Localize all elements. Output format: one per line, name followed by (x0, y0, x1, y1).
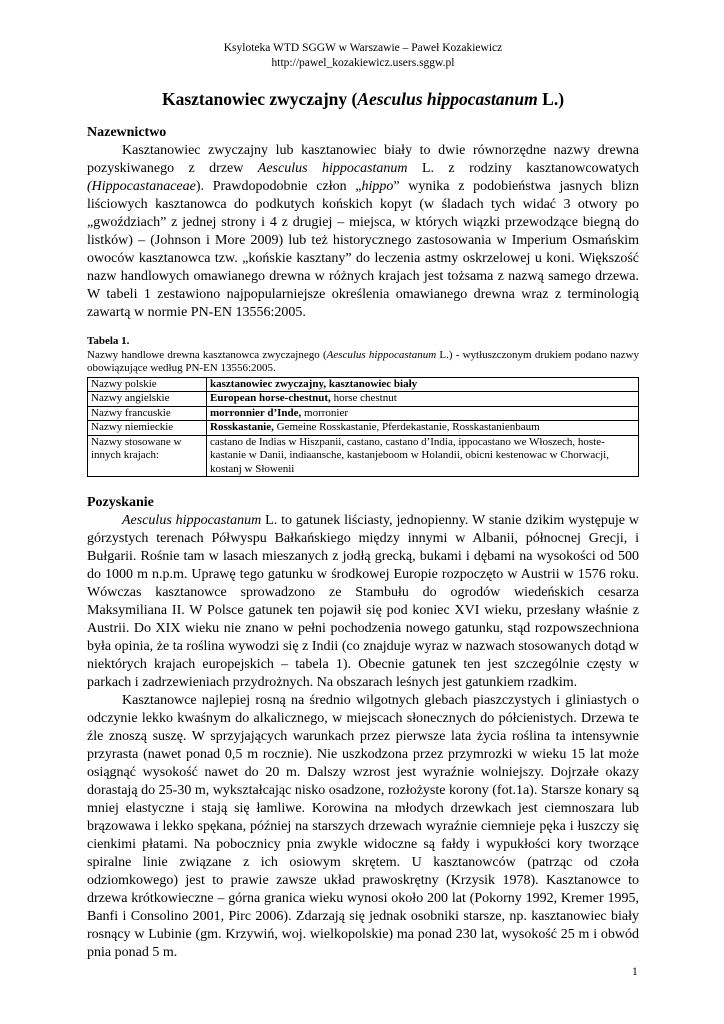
bold-run: kasztanowiec zwyczajny, kasztanowiec biały (210, 377, 418, 390)
italic-run: Aesculus hippocastanum (257, 161, 408, 176)
italic-run: Aesculus hippocastanum (326, 348, 437, 361)
document-title (87, 88, 639, 110)
table-description (87, 349, 639, 376)
table-row (88, 406, 639, 421)
title-prefix: Kasztanowiec zwyczajny ( (161, 89, 358, 109)
row-label: Nazwy niemieckie (88, 421, 207, 436)
title-latin: Aesculus hippocastanum (357, 89, 538, 109)
table-caption (87, 335, 639, 376)
table-row (88, 421, 639, 436)
section-nazewnictwo (87, 124, 639, 322)
text-run: Kasztanowiec zwyczajny lub kasztanowiec biały to dwie równorzędne nazwy drewna pozyskiwanego z drzew (87, 143, 639, 176)
italic-run: Aesculus hippocastanum (122, 513, 262, 528)
bold-run: European horse-chestnut, (210, 392, 331, 404)
row-label: Nazwy angielskie (88, 392, 207, 407)
text-run: L. to gatunek liściasty, jednopienny. W stanie dzikim występuje w górzystych terenach Półwyspu Bałkańskiego między innymi w Albanii, północnej Grecji, i Bułgarii. Rośnie tam w lasach mieszanych z jodłą grecką, bukami i dębami na wysokości od 500 do 1000 m n.p.m. Uprawę tego gatunku w środkowej Europie rozpoczęto w Austrii w 1576 roku. Wówczas kasztanowce sprowadzono ze Stambułu do ogrodów wiedeńskich cesarza Maksymiliana II. W Polsce gatunek ten pojawił się pod koniec XVI wieku, przesłany właśnie z Austrii. Do XIX wieku nie znano w pełni pochodzenia nowego gatunku, stąd rozpowszechniona była opinia, że ta roślina wywodzi się z Indii (co znajduje wyraz w nazwach stosowanych dotąd w niektórych krajach europejskich – tabela 1). Obecnie gatunek ten jest szczególnie częsty w parkach i zadrzewieniach przydrożnych. Na obszarach leśnych jest gatunkiem rzadkim. (87, 513, 639, 690)
row-value (207, 406, 639, 421)
text-run: morronier (301, 406, 348, 419)
table-row (88, 435, 639, 477)
table-row (88, 377, 639, 392)
row-label: Nazwy polskie (88, 377, 207, 392)
paragraph-pozyskanie-2: Kasztanowce najlepiej rosną na średnio wilgotnych glebach piaszczystych i gliniastych o odczynie lekko kwaśnym do alkalicznego, w miejscach słonecznych do półcienistych. Drzewa te źle znoszą suszę. W sprzyjających warunkach przez pierwsze lata życia roślina ta intensywnie przyrasta (nawet ponad 0,5 m rocznie). Nie uszkodzona przez przymrozki w wieku 15 lat może osiągnąć wysokość nawet do 20 m. Dalszy wzrost jest wyraźnie wolniejszy. Dojrzałe okazy dorastają do 25-30 m, wykształcając nisko osadzone, rozłożyste korony (fot.1a). Starsze konary są mniej elastyczne i stają się łamliwe. Korowina na młodych drzewkach jest ciemnoszara lub brązowawa i lekko spękana, później na starszych drzewach wyraźnie ciemnieje pęka i łuszczy się cienkimi płatami. Na pobocznicy pnia zwykle widoczne są fałdy i wypukłości kory tworzące spiralne linie związane z ich osiowym skrętem. U kasztanowców (patrząc od czoła odziomkowego) jest to prawie zawsze układ prawoskrętny (Krzysik 1978). Kasztanowce to drzewa krótkowieczne – górna granica wieku wynosi około 200 lat (Pokorny 1992, Kremer 1995, Banfi i Consolino 2001, Pirc 2006). Zdarzają się jednak osobniki starsze, np. kasztanowiec biały rosnący w Lubinie (gm. Krzywiń, woj. wielkopolskie) ma ponad 230 lat, wysokość 25 m i obwód pnia ponad 5 m. (87, 693, 639, 960)
row-label: Nazwy francuskie (88, 406, 207, 421)
names-table (87, 377, 639, 478)
header-url[interactable]: http://pawel_kozakiewicz.users.sggw.pl (271, 57, 455, 69)
section-heading-nazewnictwo: Nazewnictwo (87, 125, 167, 140)
text-run: ). Prawdopodobnie człon „ (195, 179, 362, 194)
section-heading-pozyskanie: Pozyskanie (87, 495, 154, 510)
text-run: castano de Indias w Hiszpanii, castano, castano d’India, ippocastano we Włoszech, hoste-kastanie w Danii, indiaansche, kastanjeboom w Holandii, obicni kestenowac w Chorwacji, kostanj w Słowenii (210, 435, 609, 475)
row-value (207, 377, 639, 392)
text-run: L.) - wytłuszczonym drukiem podano nazwy obowiązujące według PN-EN 13556:2005. (87, 348, 639, 374)
row-value (207, 392, 639, 407)
italic-run: (Hippocastanaceae (87, 179, 196, 194)
table-row (88, 392, 639, 407)
header-line-1: Ksyloteka WTD SGGW w Warszawie – Paweł Kozakiewicz (223, 42, 503, 54)
paragraph-nazewnictwo (87, 142, 639, 322)
bold-run: Rosskastanie, (210, 421, 274, 433)
table-label: Tabela 1. (87, 335, 130, 347)
row-value (207, 421, 639, 436)
bold-run: morronnier d’Inde, (210, 406, 302, 419)
title-suffix: L.) (537, 89, 565, 109)
italic-run: hippo (361, 179, 394, 194)
document-page (87, 0, 639, 962)
text-run: horse chestnut (330, 392, 397, 404)
text-run: L. z rodziny kasztanowcowatych (407, 161, 639, 176)
row-label: Nazwy stosowane w innych krajach: (88, 435, 207, 477)
section-pozyskanie (87, 494, 639, 962)
paragraph-pozyskanie-1 (87, 512, 639, 692)
row-value (207, 435, 639, 477)
text-run: ” wynika z podobieństwa jasnych blizn liściowych kasztanowca do podkutych końskich kopyt (w śladach tych widać 3 otwory po „gwoździach” z jednej strony i 4 z drugiej – miejsca, w których wiązki przewodzące biegną do listków) – (Johnson i More 2009) lub też historycznego zastosowania w Imperium Osmańskim owoców kasztanowca tzw. „końskie kasztany” do leczenia astmy oskrzelowej u koni. Większość nazw handlowych omawianego drewna w różnych krajach jest tożsama z nazwą samego drzewa. W tabeli 1 zestawiono najpopularniejsze określenia omawianego drewna wraz z terminologią zawartą w normie PN-EN 13556:2005. (87, 179, 639, 320)
text-run: Nazwy handlowe drewna kasztanowca zwyczajnego ( (87, 348, 327, 361)
text-run: Gemeine Rosskastanie, Pferdekastanie, Rosskastanienbaum (273, 421, 540, 433)
page-number: 1 (632, 966, 638, 978)
page-header (87, 41, 639, 71)
